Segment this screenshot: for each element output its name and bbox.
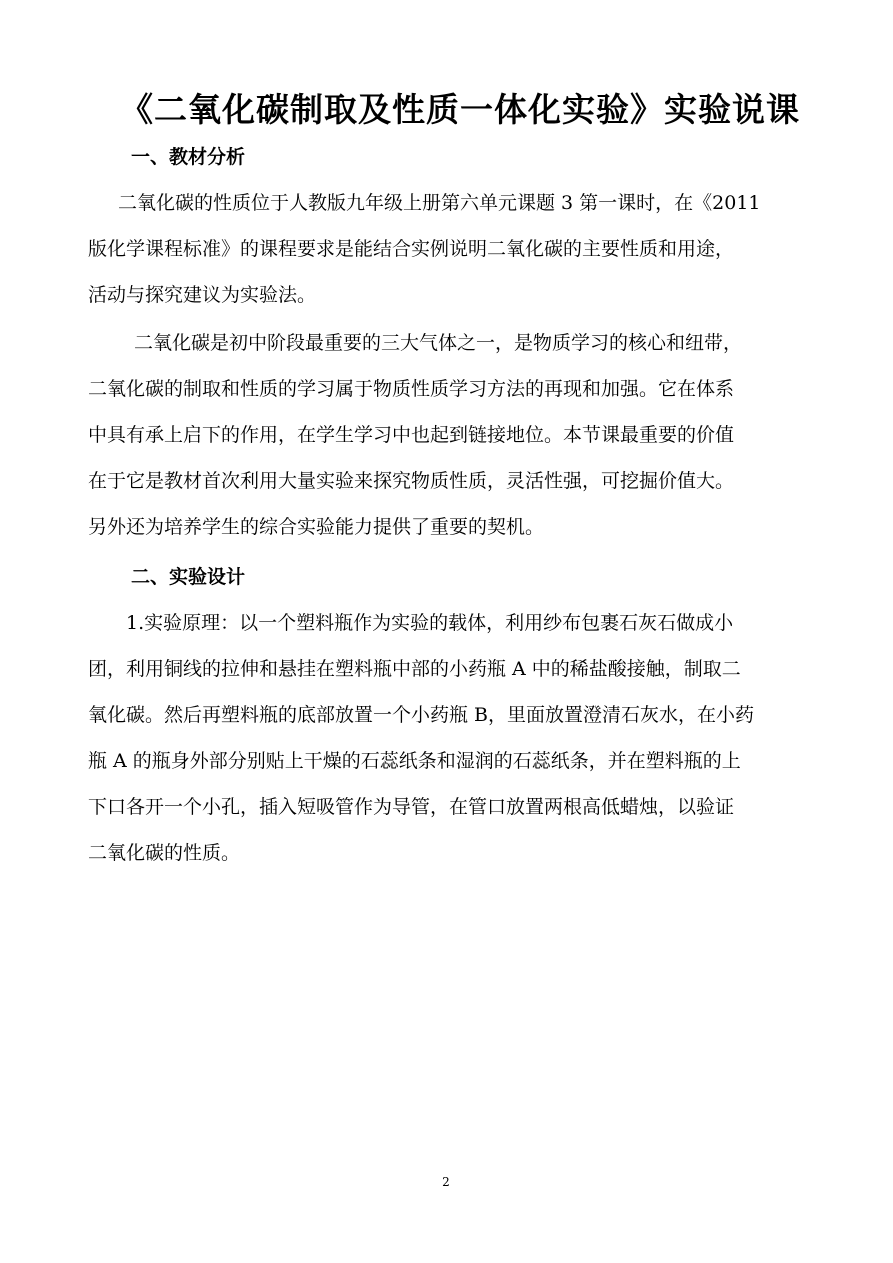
paragraph-experiment-principle — [88, 600, 808, 876]
paragraph-line: 二氧化碳的制取和性质的学习属于物质性质学习方法的再现和加强。它在体系 — [88, 378, 735, 400]
paragraph-carbon-dioxide-importance — [88, 320, 808, 550]
paragraph-line: 二氧化碳是初中阶段最重要的三大气体之一，是物质学习的核心和纽带， — [134, 332, 743, 354]
paragraph-line: 1.实验原理：以一个塑料瓶作为实验的载体，利用纱布包裹石灰石做成小 — [126, 612, 734, 634]
paragraph-line: 二氧化碳的性质。 — [88, 842, 241, 864]
page-number: 2 — [442, 1175, 450, 1189]
paragraph-line: 瓶 A 的瓶身外部分别贴上干燥的石蕊纸条和湿润的石蕊纸条，并在塑料瓶的上 — [88, 750, 741, 772]
paragraph-line: 二氧化碳的性质位于人教版九年级上册第六单元课题 3 第一课时，在《2011 — [118, 192, 761, 214]
paragraph-line: 下口各开一个小孔，插入短吸管作为导管，在管口放置两根高低蜡烛，以验证 — [88, 796, 735, 818]
paragraph-line: 中具有承上启下的作用，在学生学习中也起到链接地位。本节课最重要的价值 — [88, 424, 735, 446]
section-heading-textbook-analysis: 一、教材分析 — [131, 146, 246, 168]
paragraph-line: 氧化碳。然后再塑料瓶的底部放置一个小药瓶 B，里面放置澄清石灰水，在小药 — [88, 704, 755, 726]
paragraph-line: 活动与探究建议为实验法。 — [88, 284, 317, 306]
paragraph-line: 另外还为培养学生的综合实验能力提供了重要的契机。 — [88, 516, 545, 538]
paragraph-line: 版化学课程标准》的课程要求是能结合实例说明二氧化碳的主要性质和用途， — [88, 238, 735, 260]
document-title: 《二氧化碳制取及性质一体化实验》实验说课 — [120, 90, 800, 129]
section-heading-experiment-design: 二、实验设计 — [131, 566, 246, 588]
paragraph-line: 在于它是教材首次利用大量实验来探究物质性质，灵活性强，可挖掘价值大。 — [88, 470, 735, 492]
paragraph-line: 团，利用铜线的拉伸和悬挂在塑料瓶中部的小药瓶 A 中的稀盐酸接触，制取二 — [88, 658, 741, 680]
paragraph-textbook-position — [88, 180, 808, 318]
